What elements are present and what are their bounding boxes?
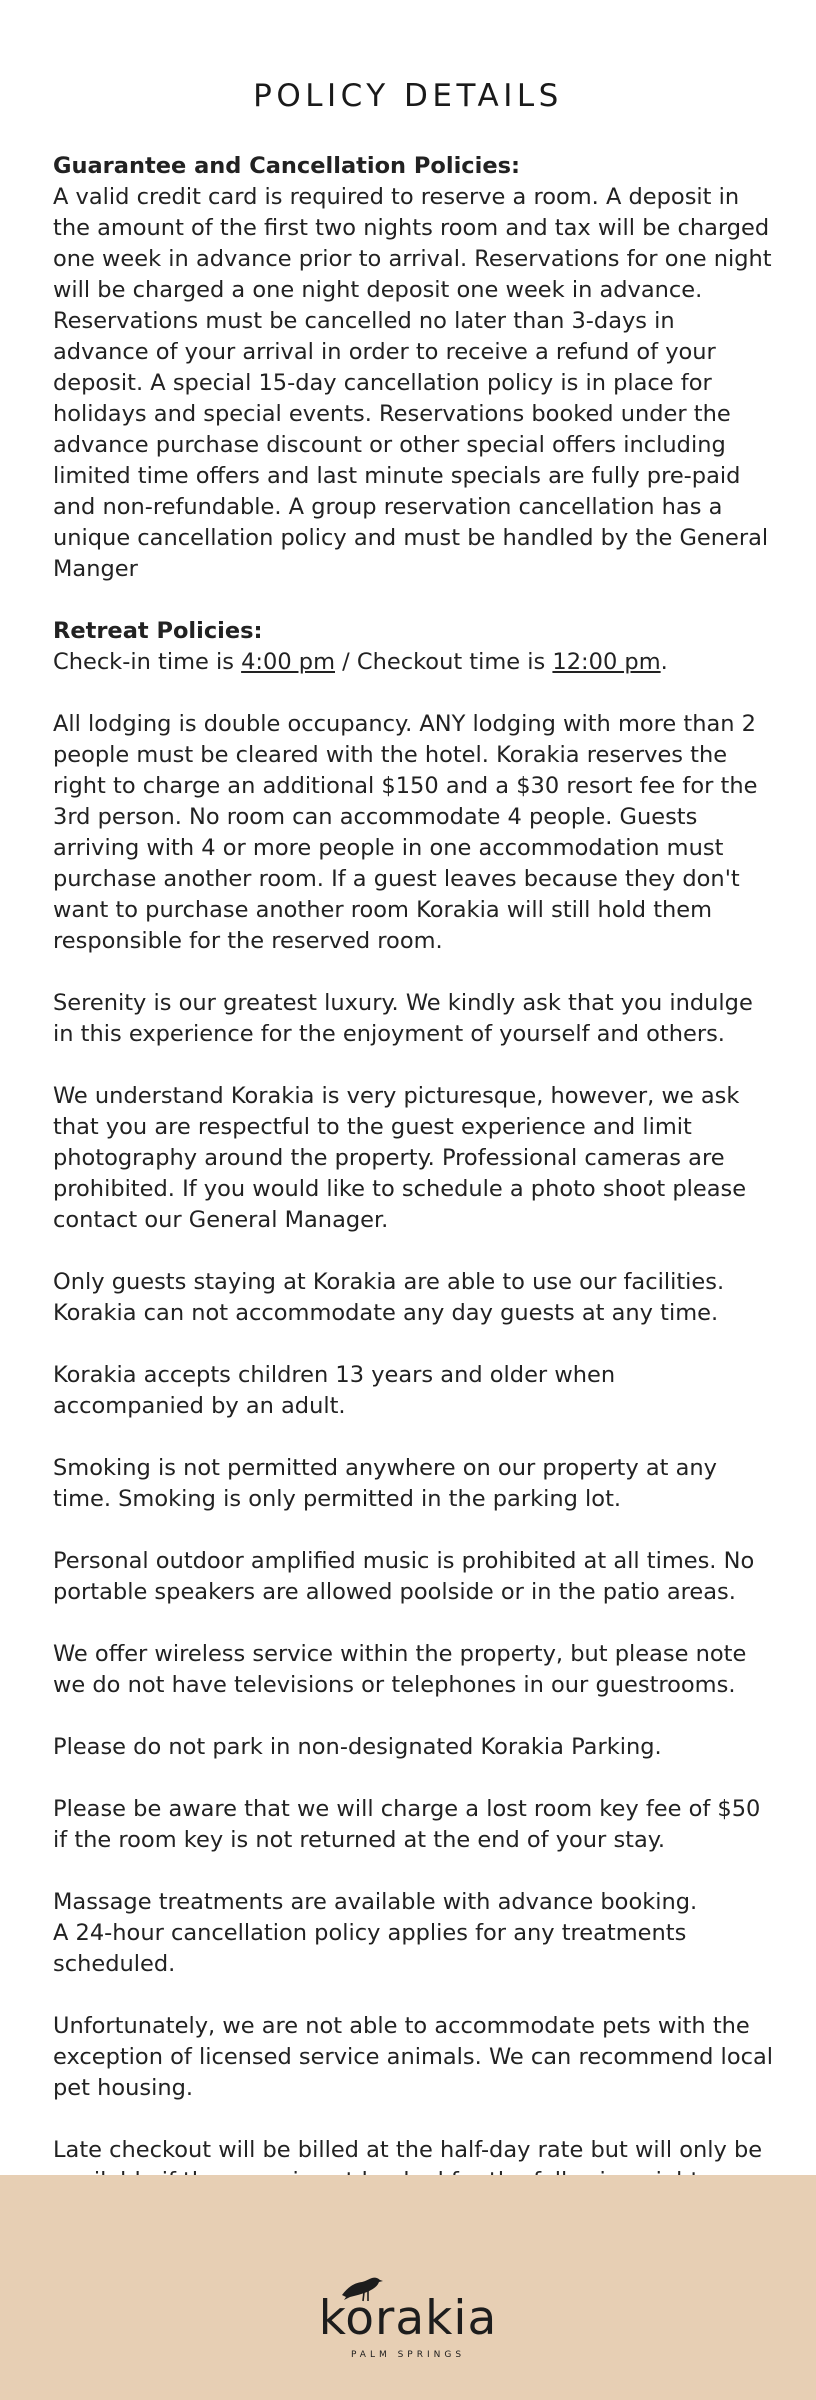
- korakia-logo[interactable]: [308, 2273, 508, 2368]
- checkout-time: 12:00 pm: [552, 649, 661, 675]
- policy-facilities: Only guests staying at Korakia are able to use our facilities. Korakia can not accommodate any day guests at any time.: [53, 1269, 725, 1326]
- policy-smoking: Smoking is not permitted anywhere on our property at any time. Smoking is only permitted in the parking lot.: [53, 1455, 717, 1512]
- policy-photography: We understand Korakia is very picturesque, however, we ask that you are respectful to the guest experience and limit photography around the property. Professional cameras are prohibited. If you would like to schedule a photo shoot please contact our General Manager.: [53, 1083, 747, 1233]
- guarantee-section: [53, 151, 773, 585]
- guarantee-heading: Guarantee and Cancellation Policies:: [53, 153, 520, 179]
- policy-room-key: Please be aware that we will charge a lost room key fee of $50 if the room key is not returned at the end of your stay.: [53, 1796, 761, 1853]
- policy-late-checkout: Late checkout will be billed at the half-day rate but will only be: [53, 2137, 763, 2163]
- policy-wireless: We offer wireless service within the property, but please note we do not have televisions or telephones in our guestrooms.: [53, 1641, 747, 1698]
- policy-serenity: Serenity is our greatest luxury. We kindly ask that you indulge in this experience for the enjoyment of yourself and others.: [53, 990, 753, 1047]
- logo-wordmark: korakia: [318, 2291, 498, 2346]
- massage-line-1: Massage treatments are available with advance booking.: [53, 1889, 698, 1915]
- retreat-section: [53, 616, 773, 678]
- policy-massage: [53, 1887, 773, 1980]
- checkin-time: 4:00 pm: [241, 649, 335, 675]
- logo-subtitle: PALM SPRINGS: [350, 2350, 466, 2360]
- policy-music: Personal outdoor amplified music is prohibited at all times. No portable speakers are allowed poolside or in the patio areas.: [53, 1548, 755, 1605]
- retreat-heading: Retreat Policies:: [53, 618, 263, 644]
- checkin-prefix: Check-in time is: [53, 649, 242, 675]
- policy-pets: Unfortunately, we are not able to accommodate pets with the exception of licensed service animals. We can recommend local pet housing.: [53, 2013, 773, 2101]
- policy-children: Korakia accepts children 13 years and older when accompanied by an adult.: [53, 1362, 616, 1419]
- page-title: POLICY DETAILS: [253, 78, 563, 114]
- policy-content: [53, 151, 773, 2228]
- footer: [0, 2175, 816, 2400]
- policy-occupancy: All lodging is double occupancy. ANY lodging with more than 2 people must be cleared with the hotel. Korakia reserves the right to charge an additional $150 and a $30 resort fee for the 3rd person. No room can accommodate 4 people. Guests arriving with 4 or more people in one accommodation must purchase another room. If a guest leaves because they don't want to purchase another room Korakia will still hold them responsible for the reserved room.: [53, 711, 758, 954]
- guarantee-text: A valid credit card is required to reserve a room. A deposit in the amount of the first two nights room and tax will be charged one week in advance prior to arrival. Reservations for one night will be charged a one night deposit one week in advance. Reservations must be cancelled no later than 3-days in advance of your arrival in order to receive a refund of your deposit. A special 15-day cancellation policy is in place for holidays and special events. Reservations booked under the advance purchase discount or other special offers including limited time offers and last minute specials are fully pre-paid and non-refundable. A group reservation cancellation has a unique cancellation policy and must be handled by the General Manger: [53, 184, 772, 582]
- checkout-prefix: / Checkout time is: [335, 649, 553, 675]
- checkout-suffix: .: [660, 649, 668, 675]
- policy-parking: Please do not park in non-designated Korakia Parking.: [53, 1734, 662, 1760]
- massage-line-2: A 24-hour cancellation policy applies for any treatments scheduled.: [53, 1920, 687, 1977]
